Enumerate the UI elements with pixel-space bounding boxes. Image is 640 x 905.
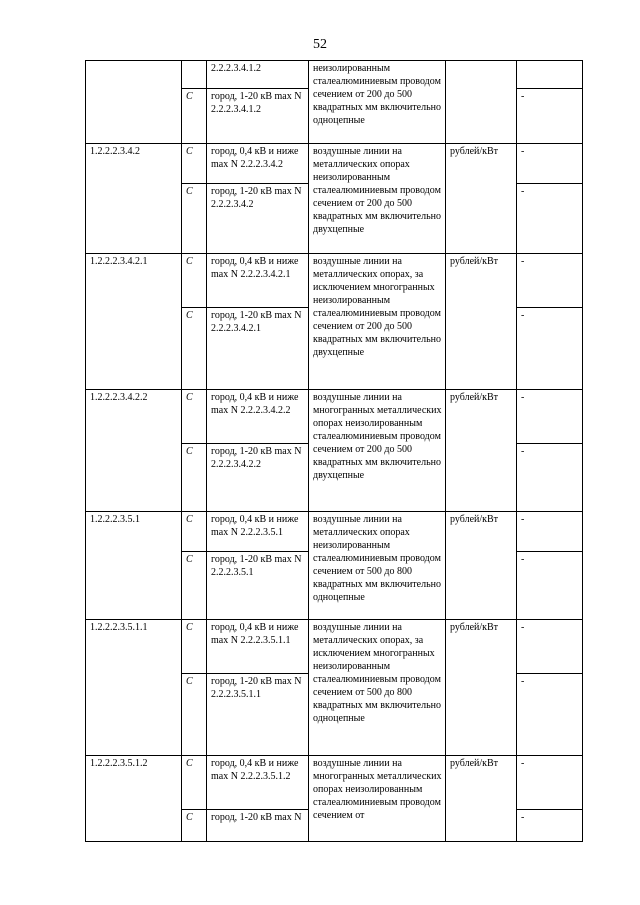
unit-cell: рублей/кВт: [446, 756, 517, 842]
description-cell: воздушные линии на многогранных металлических опорах неизолированным сталеалюминиевым проводом сечением от 200 до 500 квадратных мм включительно двухцепные: [309, 390, 446, 512]
category-cell: C: [182, 674, 207, 756]
voltage-level-cell: город, 0,4 кВ и ниже max N 2.2.2.3.5.1.2: [207, 756, 309, 810]
code-cell: 1.2.2.2.3.4.2: [86, 144, 182, 254]
category-cell: C: [182, 390, 207, 444]
price-cell: -: [517, 144, 583, 184]
voltage-level-cell: город, 1-20 кВ max N 2.2.2.3.4.2.1: [207, 308, 309, 390]
table-row: [86, 254, 583, 308]
description-cell: воздушные линии на металлических опорах, за исключением многогранных неизолированным сталеалюминиевым проводом сечением от 500 до 800 квадратных мм включительно одноцепные: [309, 620, 446, 756]
category-cell: C: [182, 444, 207, 512]
voltage-level-cell: город, 0,4 кВ и ниже max N 2.2.2.3.4.2: [207, 144, 309, 184]
table-row: [86, 620, 583, 674]
description-cell: воздушные линии на многогранных металлических опорах неизолированным сталеалюминиевым проводом сечением от: [309, 756, 446, 842]
code-cell: [86, 61, 182, 144]
category-cell: C: [182, 552, 207, 620]
unit-cell: рублей/кВт: [446, 390, 517, 512]
price-cell: -: [517, 184, 583, 254]
code-cell: 1.2.2.2.3.4.2.1: [86, 254, 182, 390]
price-cell: -: [517, 390, 583, 444]
description-cell: воздушные линии на металлических опорах, за исключением многогранных неизолированным сталеалюминиевым проводом сечением от 200 до 500 квадратных мм включительно двухцепные: [309, 254, 446, 390]
unit-cell: [446, 61, 517, 144]
voltage-level-cell: город, 1-20 кВ max N 2.2.2.3.4.2: [207, 184, 309, 254]
unit-cell: рублей/кВт: [446, 512, 517, 620]
price-cell: -: [517, 756, 583, 810]
category-cell: [182, 61, 207, 89]
code-cell: 1.2.2.2.3.5.1: [86, 512, 182, 620]
price-cell: -: [517, 620, 583, 674]
price-cell: -: [517, 810, 583, 842]
description-cell: воздушные линии на металлических опорах неизолированным сталеалюминиевым проводом сечением от 500 до 800 квадратных мм включительно одноцепные: [309, 512, 446, 620]
voltage-level-cell: город, 1-20 кВ max N: [207, 810, 309, 842]
price-cell: -: [517, 308, 583, 390]
voltage-level-cell: город, 0,4 кВ и ниже max N 2.2.2.3.5.1: [207, 512, 309, 552]
unit-cell: рублей/кВт: [446, 254, 517, 390]
price-cell: -: [517, 552, 583, 620]
code-cell: 1.2.2.2.3.4.2.2: [86, 390, 182, 512]
category-cell: C: [182, 512, 207, 552]
voltage-level-cell: город, 0,4 кВ и ниже max N 2.2.2.3.4.2.1: [207, 254, 309, 308]
price-cell: [517, 61, 583, 89]
unit-cell: рублей/кВт: [446, 620, 517, 756]
price-cell: -: [517, 254, 583, 308]
price-cell: -: [517, 512, 583, 552]
category-cell: C: [182, 308, 207, 390]
table-row: [86, 61, 583, 89]
price-cell: -: [517, 89, 583, 144]
price-cell: -: [517, 444, 583, 512]
page-number: 52: [313, 37, 327, 52]
voltage-level-cell: город, 1-20 кВ max N 2.2.2.3.5.1.1: [207, 674, 309, 756]
tariff-table: [85, 60, 583, 842]
description-cell: воздушные линии на металлических опорах неизолированным сталеалюминиевым проводом сечением от 200 до 500 квадратных мм включительно двухцепные: [309, 144, 446, 254]
category-cell: C: [182, 89, 207, 144]
category-cell: C: [182, 620, 207, 674]
table-row: [86, 756, 583, 810]
table-row: [86, 390, 583, 444]
voltage-level-cell: город, 1-20 кВ max N 2.2.2.3.5.1: [207, 552, 309, 620]
voltage-level-cell: город, 1-20 кВ max N 2.2.2.3.4.1.2: [207, 89, 309, 144]
category-cell: C: [182, 254, 207, 308]
category-cell: C: [182, 144, 207, 184]
code-cell: 1.2.2.2.3.5.1.2: [86, 756, 182, 842]
category-cell: C: [182, 184, 207, 254]
voltage-level-cell: 2.2.2.3.4.1.2: [207, 61, 309, 89]
table-row: [86, 144, 583, 184]
code-cell: 1.2.2.2.3.5.1.1: [86, 620, 182, 756]
category-cell: C: [182, 810, 207, 842]
category-cell: C: [182, 756, 207, 810]
voltage-level-cell: город, 0,4 кВ и ниже max N 2.2.2.3.4.2.2: [207, 390, 309, 444]
voltage-level-cell: город, 0,4 кВ и ниже max N 2.2.2.3.5.1.1: [207, 620, 309, 674]
unit-cell: рублей/кВт: [446, 144, 517, 254]
description-cell: неизолированным сталеалюминиевым проводом сечением от 200 до 500 квадратных мм включительно одноцепные: [309, 61, 446, 144]
voltage-level-cell: город, 1-20 кВ max N 2.2.2.3.4.2.2: [207, 444, 309, 512]
table-row: [86, 512, 583, 552]
price-cell: -: [517, 674, 583, 756]
